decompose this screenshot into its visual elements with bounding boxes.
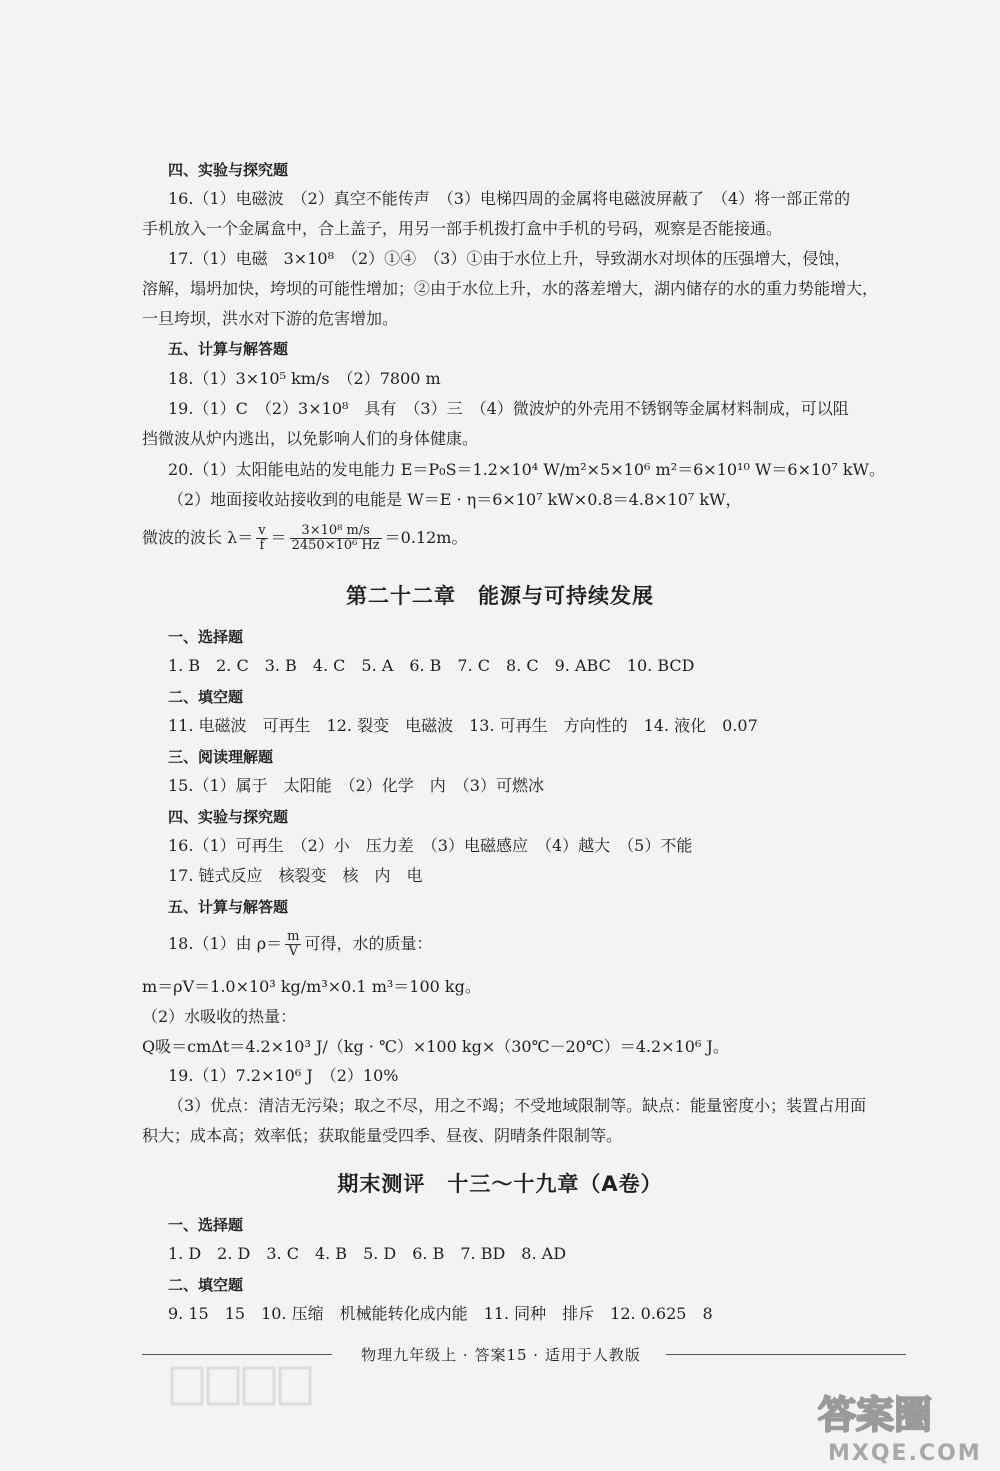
answer-19-line1: 19.（1）7.2×10⁶ J （2）10% — [168, 1066, 399, 1085]
footer-rule-right — [666, 1354, 906, 1355]
answer-19-line2: （3）优点：清洁无污染；取之不尽，用之不竭；不受地域限制等。缺点：能量密度小；装置占用面 — [168, 1096, 867, 1115]
page-footer: 物理九年级上 · 答案15 · 适用于人教版 — [361, 1346, 641, 1364]
section-heading-choice: 一、选择题 — [168, 1216, 244, 1234]
answers-choice: 1. B 2. C 3. B 4. C 5. A 6. B 7. C 8. C 9. ABC 10. BCD — [168, 656, 695, 675]
chapter-title-22: 第二十二章 能源与可持续发展 — [346, 584, 654, 608]
answer-20-line2: （2）地面接收站接收到的电能是 W＝E · η＝6×10⁷ kW×0.8＝4.8×10⁷ kW， — [168, 490, 742, 509]
density-prefix: 18.（1）由 ρ＝ — [168, 934, 283, 953]
answer-18: 18.（1）3×10⁵ km/s （2）7800 m — [168, 369, 441, 388]
answer-20-line3 — [142, 524, 467, 553]
final-answers-choice: 1. D 2. D 3. C 4. B 5. D 6. B 7. BD 8. AD — [168, 1244, 567, 1263]
answer-17-line3: 一旦垮坝，洪水对下游的危害增加。 — [142, 309, 399, 328]
answer-20-line1: 20.（1）太阳能电站的发电能力 E＝P₀S＝1.2×10⁴ W/m²×5×10⁶ m²＝6×10¹⁰ W＝6×10⁷ kW。 — [168, 460, 885, 479]
fraction-speed-over-frequency — [290, 524, 382, 553]
wavelength-prefix: 微波的波长 λ＝ — [142, 528, 254, 547]
equals-sign: ＝ — [270, 528, 287, 547]
fraction-denominator: 2450×10⁶ Hz — [291, 538, 380, 553]
fraction-denominator: V — [288, 944, 298, 959]
watermark-logo — [812, 1382, 990, 1466]
answers-experiment-17: 17. 链式反应 核裂变 核 内 电 — [168, 866, 423, 885]
section-heading-calculation: 五、计算与解答题 — [168, 340, 289, 358]
fraction-m-over-v — [285, 930, 301, 959]
answers-reading: 15.（1）属于 太阳能 （2）化学 内 （3）可燃冰 — [168, 776, 544, 795]
watermark-text: 答案圈 — [818, 1393, 933, 1437]
density-suffix: 可得，水的质量： — [304, 934, 433, 953]
fraction-numerator: v — [258, 523, 266, 538]
answer-18-line4: Q吸＝cmΔt＝4.2×10³ J/（kg · ℃）×100 kg×（30℃－20℃）＝4.2×10⁶ J。 — [142, 1037, 729, 1056]
answers-experiment-16: 16.（1）可再生 （2）小 压力差 （3）电磁感应 （4）越大 （5）不能 — [168, 836, 693, 855]
section-heading-experiment: 四、实验与探究题 — [168, 808, 289, 826]
final-exam-title: 期末测评 十三～十九章（A卷） — [337, 1172, 663, 1196]
answer-18-line3: （2）水吸收的热量： — [142, 1007, 297, 1026]
watermark-url: MXQE.COM — [828, 1441, 982, 1466]
section-heading-fill: 二、填空题 — [168, 1276, 244, 1294]
answer-17-line2: 溶解，塌坍加快，垮坝的可能性增加；②由于水位上升，水的落差增大，湖内储存的水的重力势能增大， — [142, 279, 879, 298]
fraction-denominator: f — [259, 538, 265, 553]
answers-fill: 11. 电磁波 可再生 12. 裂变 电磁波 13. 可再生 方向性的 14. 液化 0.07 — [168, 716, 758, 735]
answer-18-line2: m＝ρV＝1.0×10³ kg/m³×0.1 m³＝100 kg。 — [142, 977, 481, 996]
answer-19-line2: 挡微波从炉内逃出，以免影响人们的身体健康。 — [142, 429, 479, 448]
section-heading-fill: 二、填空题 — [168, 688, 244, 706]
faint-stamp-icon — [170, 1362, 320, 1412]
fraction-numerator: m — [287, 929, 300, 944]
answer-18-line1 — [168, 930, 432, 959]
answer-19-line1: 19.（1）C （2）3×10⁸ 具有 （3）三 （4）微波炉的外壳用不锈钢等金属材料制成，可以阻 — [168, 399, 849, 418]
section-heading-calculation: 五、计算与解答题 — [168, 898, 289, 916]
fraction-v-over-f — [256, 524, 267, 553]
answer-16-line2: 手机放入一个金属盒中，合上盖子，用另一部手机拨打盒中手机的号码，观察是否能接通。 — [142, 219, 783, 238]
final-answers-fill: 9. 15 15 10. 压缩 机械能转化成内能 11. 同种 排斥 12. 0.625 8 — [168, 1304, 713, 1323]
section-heading-choice: 一、选择题 — [168, 628, 244, 646]
footer-rule-left — [142, 1354, 332, 1355]
section-heading-experiment: 四、实验与探究题 — [168, 161, 289, 179]
fraction-numerator: 3×10⁸ m/s — [290, 524, 382, 539]
section-heading-reading: 三、阅读理解题 — [168, 748, 274, 766]
wavelength-result: ＝0.12m。 — [384, 528, 468, 547]
answer-16-line1: 16.（1）电磁波 （2）真空不能传声 （3）电梯四周的金属将电磁波屏蔽了 （4）将一部正常的 — [168, 189, 851, 208]
answer-17-line1: 17.（1）电磁 3×10⁸ （2）①④ （3）①由于水位上升，导致湖水对坝体的压强增大，侵蚀， — [168, 249, 851, 268]
answer-19-line3: 积大；成本高；效率低；获取能量受四季、昼夜、阴晴条件限制等。 — [142, 1126, 623, 1145]
